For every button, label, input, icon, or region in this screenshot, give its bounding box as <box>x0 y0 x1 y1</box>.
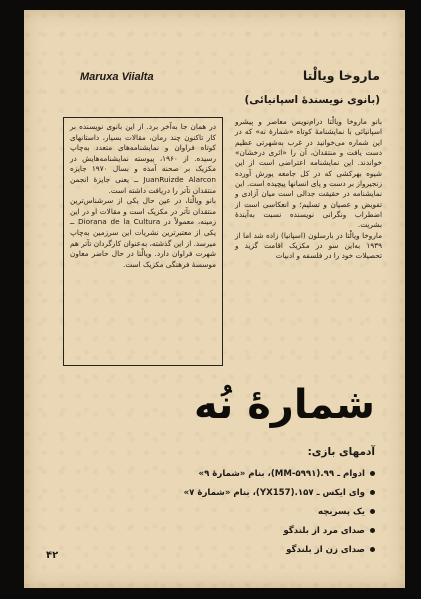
intro-paragraph: بانو ماروخا ویالْتا درام‌نویس معاصر و پیشرو اسپانیائی با نمایشنامهٔ کوتاه «شمارهٔ نه» که در این شماره می‌خوانید در غرب به‌شهرتی عظیم دست یافت و منتقدان، آن را «اثری درخشان» خواندند. این نمایشنامه اعتراضی است از این شیوه بهرکشی که در کل جامعه یورش آورده زنجیرواز بر دست و پای انسانها پیچیده است. این نمایشنامه در حقیقت جدالی است میان آزادی و تفویض و عصیان و تسلیم؛ و انعکاسی است از اضطراب ونگرانی نویسنده نسبت به‌آیندهٔ بشریت. <box>235 117 382 230</box>
bio-paragraph: در همان جا به‌آخر برد. از این بانوی نویسنده بر کار تاکنون چند رمان، مقالات بسیار، داستانهای کوتاه فراوان و نمایشنامه‌های متعدد به‌چاپ رسیده. از ۱۹۶۰، پیوسته نمایشنامه‌هایش در مکزیک بر صحنه آمده و بسال ۱۹۷۰ جایزه JuanRuizde Alarcon ــ یعنی جایزهٔ انجمن منتقدان تآتر را دریافت داشته است. <box>70 122 217 195</box>
play-title: شمارهٔ نُه <box>193 382 375 428</box>
author-name-persian: ماروخا ویالْتا <box>302 68 380 83</box>
article-header <box>80 68 380 83</box>
cast-item: صدای مرد از بلندگو <box>75 521 375 540</box>
bio-paragraph: بانو ویالْتا، در عین حال یکی از سرشناس‌ترین منتقدان تآتر در مکزیک است و مقالات او در این زمینه، معمولاً در Diorana de la Cultura ــ یکی از معتبرترین نشریات این سرزمین به‌چاپ میرسد. از این گذشته، به‌عنوان کارگردان تآتر هم شهرت فراوان دارد. ویالْتا در حال حاضر معاون موسسهٔ فرهنگی مکزیک است. <box>70 196 216 269</box>
bullet-icon <box>370 547 375 552</box>
bullet-icon <box>370 509 375 514</box>
magazine-page <box>24 10 405 588</box>
bio-box <box>63 117 223 366</box>
bullet-icon <box>370 528 375 533</box>
cast-item: یک پسربچه <box>75 502 375 521</box>
cast-list <box>75 464 375 559</box>
page-number: ۴۲ <box>46 550 59 561</box>
cast-item: ادوام ـ ۹۹.(MM-۵۹۹۱)، بنام «شمارهٔ ۹» <box>75 464 375 483</box>
intro-paragraph: ماروخا ویالْتا در بارسلون (اسپانیا) زاده شد اما از ۱۹۳۹ به‌این سو در مکزیک اقامت گزید و تحصیلات خود را در فلسفه و ادبیات <box>235 230 382 261</box>
cast-heading: آدمهای بازی: <box>307 446 375 458</box>
cast-item: وای ایکس ـ ۱۵۷.(YX157)، بنام «شمارهٔ ۷» <box>75 483 375 502</box>
intro-column <box>235 117 382 262</box>
author-subtitle: (بانوی نویسندهٔ اسپانیائی) <box>244 94 380 106</box>
cast-item: صدای زن از بلندگو <box>75 540 375 559</box>
bullet-icon <box>370 471 375 476</box>
bullet-icon <box>370 490 375 495</box>
author-name-latin: Maruxa Viialta <box>80 71 154 83</box>
